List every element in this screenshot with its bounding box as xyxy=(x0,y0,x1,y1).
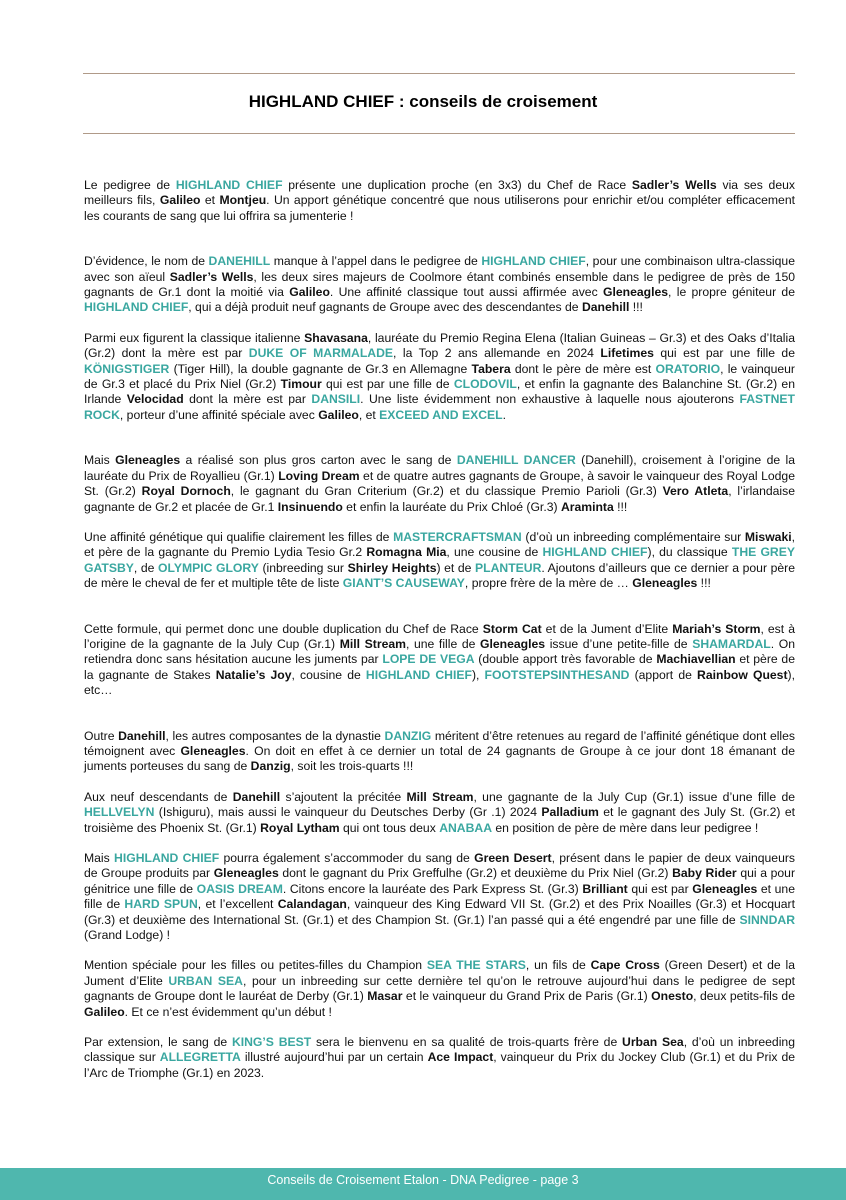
text-run: ) et de xyxy=(436,560,476,575)
text-run: (Ishiguru), mais aussi le vainqueur du Deutsches Derby (Gr .1) 2024 xyxy=(154,805,542,820)
horse-name-bold: Gleneagles xyxy=(115,453,181,468)
text-run: , deux petits-fils de xyxy=(693,989,795,1004)
paragraph xyxy=(84,1035,795,1081)
text-run: et le gagnant des July St. (Gr.2) et troisième des Phoenix St. (Gr.1) xyxy=(84,805,795,835)
horse-name-highlight: ANABAA xyxy=(439,820,493,835)
horse-name-bold: Gleneagles xyxy=(480,636,546,651)
horse-name-highlight: MASTERCRAFTSMAN xyxy=(393,529,522,544)
horse-name-bold: Green Desert xyxy=(474,851,552,865)
text-run: (Danehill), croisement à l’origine de la lauréate du Prix de Royallieu (Gr.1) xyxy=(84,453,795,483)
text-run: manque à l’appel dans le pedigree de xyxy=(270,254,482,269)
horse-name-bold: Montjeu xyxy=(219,193,267,208)
paragraph-spacer xyxy=(84,836,795,851)
horse-name-bold: Masar xyxy=(367,989,403,1004)
horse-name-bold: Mariah’s Storm xyxy=(672,621,761,636)
text-run: . xyxy=(502,407,507,422)
horse-name-bold: Baby Rider xyxy=(672,866,737,881)
horse-name-highlight: KÖNIGSTIGER xyxy=(84,361,170,376)
text-run: Aux neuf descendants de xyxy=(84,789,233,804)
text-run: et de quatre autres gagnants de Groupe, à savoir le vainqueur des Royal Lodge St. (Gr.2) xyxy=(84,468,795,499)
horse-name-bold: Insinuendo xyxy=(277,499,343,514)
text-run: et xyxy=(200,193,220,208)
text-run: , et enfin la gagnante des Balanchine St. (Gr.2) en Irlande xyxy=(84,377,795,407)
paragraph xyxy=(84,622,795,699)
text-run: ), etc… xyxy=(84,667,795,698)
horse-name-bold: Sadler’s Wells xyxy=(631,178,717,192)
horse-name-bold: Galileo xyxy=(318,407,359,422)
horse-name-bold: Timour xyxy=(280,377,322,392)
paragraph-spacer xyxy=(84,316,795,331)
text-run: , soit les trois-quarts !!! xyxy=(290,759,414,774)
text-run: et une fille de xyxy=(84,881,795,912)
text-run: , une cousine de xyxy=(446,545,543,560)
horse-name-bold: Lifetimes xyxy=(600,346,654,361)
horse-name-bold: Calandagan xyxy=(277,897,347,912)
horse-name-bold: Danzig xyxy=(250,759,291,774)
text-run: , la Top 2 ans allemande en 2024 xyxy=(393,346,601,361)
text-run: , propre frère de la mère de … xyxy=(464,576,633,591)
horse-name-bold: Miswaki xyxy=(744,529,792,544)
text-run: . Et ce n’est évidemment qu’un début ! xyxy=(124,1004,332,1019)
text-run: (d’où un inbreeding complémentaire sur xyxy=(521,529,745,544)
text-run: (double apport très favorable de xyxy=(474,652,657,667)
horse-name-highlight: DANZIG xyxy=(384,728,432,743)
text-run: et enfin la lauréate du Prix Chloé (Gr.3) xyxy=(342,499,561,514)
text-run: , et xyxy=(358,407,380,422)
paragraph-spacer xyxy=(84,699,795,729)
text-run: Outre xyxy=(84,728,119,743)
paragraph xyxy=(84,453,795,515)
text-run: , pour un inbreeding sur cette dernière tel qu’on le retrouve aujourd’hui dans le pedigree de sept gagnants de Groupe dont le lauréat de Derby (Gr.1) xyxy=(84,973,796,1004)
horse-name-bold: Shavasana xyxy=(304,330,368,345)
text-run: . Une liste évidemment non exhaustive à laquelle nous ajouterons xyxy=(360,392,740,407)
horse-name-highlight: ALLEGRETTA xyxy=(159,1050,241,1065)
paragraph xyxy=(84,530,795,592)
text-run: (Green Desert) et de la Jument d’Elite xyxy=(84,958,795,988)
text-run: s’ajoutent la précitée xyxy=(280,789,407,804)
text-run: . Un apport génétique concentré que nous utiliserons pour enrichir et/ou compléter efficacement les courants de sang que lui offrira sa jumenterie ! xyxy=(84,193,795,223)
paragraph-spacer xyxy=(84,423,795,453)
text-run: via ses deux meilleurs fils, xyxy=(84,178,795,208)
horse-name-bold: Rainbow Quest xyxy=(697,667,788,682)
text-run: , d’où un inbreeding classique sur xyxy=(84,1035,795,1065)
text-run: , un fils de xyxy=(525,958,591,973)
text-run: , les deux sires majeurs de Coolmore étant combinés ensemble dans le pedigree de près de 150 gagnants de Gr.1 dont la moitié via xyxy=(84,269,796,300)
text-run: , qui a déjà produit neuf gagnants de Groupe avec des descendantes de xyxy=(188,300,582,315)
text-run: (inbreeding sur xyxy=(258,560,348,575)
text-run: !!! xyxy=(629,300,643,315)
horse-name-highlight: SEA THE STARS xyxy=(426,958,526,973)
horse-name-bold: Mill Stream xyxy=(339,636,406,651)
text-run: , lauréate du Premio Regina Elena (Italian Guineas – Gr.3) et des Oaks d’Italia (Gr.2) dont la mère est par xyxy=(84,330,795,361)
horse-name-bold: Danehill xyxy=(232,789,281,804)
text-run: , vainqueur des King Edward VII St. (Gr.2) et des Prix Noailles (Gr.3) et Hocquart (Gr.3) et deuxième des International St. (Gr.1) et des Champion St. (Gr.1) l’an passé qui a été engendré par une fille de xyxy=(84,897,795,927)
text-run: , le propre géniteur de xyxy=(668,285,795,300)
horse-name-bold: Mill Stream xyxy=(406,789,474,804)
text-run: issue d’une petite-fille de xyxy=(545,636,693,651)
horse-name-highlight: SHAMARDAL xyxy=(692,636,771,651)
text-run: . On doit en effet à ce dernier un total de 24 gagnants de Groupe à ce jour dont 18 émanant de juments porteuses du sang de xyxy=(84,743,795,774)
horse-name-highlight: HIGHLAND CHIEF xyxy=(481,254,586,269)
horse-name-highlight: THE GREY GATSBY xyxy=(84,545,795,575)
horse-name-bold: Gleneagles xyxy=(180,743,246,758)
horse-name-highlight: OLYMPIC GLORY xyxy=(158,560,259,575)
text-run: Mais xyxy=(84,453,116,468)
horse-name-bold: Onesto xyxy=(651,989,694,1004)
horse-name-highlight: ORATORIO xyxy=(655,361,721,376)
horse-name-bold: Vero Atleta xyxy=(662,484,729,499)
horse-name-highlight: URBAN SEA xyxy=(168,973,243,988)
horse-name-bold: Velocidad xyxy=(126,392,184,407)
horse-name-bold: Galileo xyxy=(159,193,201,208)
text-run: méritent d’être retenues au regard de l’affinité génétique dont elles témoignent avec xyxy=(84,728,796,758)
horse-name-bold: Tabera xyxy=(471,361,511,376)
horse-name-highlight: FASTNET ROCK xyxy=(84,392,795,422)
text-run: , porteur d’une affinité spéciale avec xyxy=(119,407,319,422)
text-run: , est à l’origine de la gagnante de la July Cup (Gr.1) xyxy=(84,621,795,651)
horse-name-highlight: FOOTSTEPSINTHESAND xyxy=(484,667,630,682)
text-run: Par extension, le sang de xyxy=(84,1035,232,1050)
text-run: !!! xyxy=(613,499,628,514)
horse-name-highlight: EXCEED AND EXCEL xyxy=(379,407,503,422)
horse-name-highlight: HIGHLAND CHIEF xyxy=(175,178,283,192)
text-run: . On retiendra donc sans hésitation aucune les juments par xyxy=(84,636,796,667)
paragraph xyxy=(84,331,795,423)
text-run: Parmi eux figurent la classique italienne xyxy=(84,330,305,345)
text-run: , présent dans le papier de deux vainqueurs de Groupe produits par xyxy=(84,851,796,881)
paragraph-spacer xyxy=(84,224,795,254)
text-run: (Tiger Hill), la double gagnante de Gr.3 en Allemagne xyxy=(169,361,472,376)
horse-name-highlight: SINNDAR xyxy=(739,912,795,927)
text-run: dont le père de mère est xyxy=(510,361,656,376)
text-run: Le pedigree de xyxy=(84,178,176,192)
horse-name-highlight: HIGHLAND CHIEF xyxy=(114,851,220,865)
horse-name-bold: Royal Lytham xyxy=(260,820,340,835)
paragraph xyxy=(84,851,795,943)
horse-name-highlight: DANSILI xyxy=(311,392,361,407)
text-run: Cette formule, qui permet donc une double duplication du Chef de Race xyxy=(84,621,483,636)
text-run: , et père de la gagnante du Premio Lydia Tesio Gr.2 xyxy=(84,529,796,560)
horse-name-bold: Palladium xyxy=(541,805,599,820)
horse-name-bold: Gleneagles xyxy=(632,576,698,591)
paragraph-spacer xyxy=(84,775,795,790)
horse-name-bold: Shirley Heights xyxy=(347,560,437,575)
paragraph-spacer xyxy=(84,943,795,958)
text-run: , le vainqueur de Gr.3 et placé du Prix Niel (Gr.2) xyxy=(84,361,795,392)
horse-name-bold: Natalie’s Joy xyxy=(215,667,292,682)
paragraph xyxy=(84,958,795,1020)
horse-name-bold: Galileo xyxy=(84,1004,125,1019)
paragraph xyxy=(84,729,795,775)
text-run: , pour une combinaison ultra-classique avec son aïeul xyxy=(84,254,795,284)
text-run: sera le bienvenu en sa qualité de trois-quarts frère de xyxy=(311,1035,623,1050)
text-run: . Une affinité classique tout aussi affirmée avec xyxy=(329,285,603,300)
text-run: qui a pour génitrice une fille de xyxy=(84,866,796,896)
horse-name-bold: Gleneagles xyxy=(213,866,279,881)
text-run: et de la Jument d’Elite xyxy=(541,621,673,636)
text-run: , vainqueur du Prix du Jockey Club (Gr.1) et du Prix de l’Arc de Triomphe (Gr.1) en 2023. xyxy=(84,1050,796,1080)
horse-name-highlight: HELLVELYN xyxy=(84,805,155,820)
text-run: !!! xyxy=(697,576,711,591)
text-run: , l’irlandaise gagnante de Gr.2 et placée de Gr.1 xyxy=(84,484,795,514)
text-run: ), xyxy=(471,667,485,682)
text-run: (apport de xyxy=(629,667,698,682)
text-run: en position de père de mère dans leur pedigree ! xyxy=(492,820,759,835)
text-run: (Grand Lodge) ! xyxy=(84,928,171,943)
horse-name-bold: Galileo xyxy=(289,285,330,300)
horse-name-highlight: OASIS DREAM xyxy=(196,881,283,896)
paragraph xyxy=(84,790,795,836)
horse-name-bold: Ace Impact xyxy=(427,1050,494,1065)
horse-name-bold: Sadler’s Wells xyxy=(169,269,254,284)
horse-name-bold: Danehill xyxy=(581,300,630,315)
horse-name-bold: Royal Dornoch xyxy=(141,484,231,499)
horse-name-highlight: HIGHLAND CHIEF xyxy=(365,667,472,682)
text-run: D’évidence, le nom de xyxy=(84,254,209,269)
text-run: qui est par une fille de xyxy=(653,346,795,361)
horse-name-highlight: LOPE DE VEGA xyxy=(382,652,475,667)
top-rule xyxy=(83,73,795,74)
horse-name-highlight: CLODOVIL xyxy=(453,377,517,392)
horse-name-bold: Brilliant xyxy=(582,881,628,896)
text-run: qui ont tous deux xyxy=(339,820,440,835)
paragraph-spacer xyxy=(84,592,795,622)
text-run: dont la mère est par xyxy=(183,392,312,407)
horse-name-bold: Urban Sea xyxy=(622,1035,684,1050)
text-run: Mention spéciale pour les filles ou petites-filles du Champion xyxy=(84,958,427,973)
text-run: , et l’excellent xyxy=(197,897,278,912)
text-run: Mais xyxy=(84,851,115,865)
horse-name-highlight: HIGHLAND CHIEF xyxy=(84,300,189,315)
text-run: , de xyxy=(133,560,159,575)
horse-name-bold: Loving Dream xyxy=(278,468,360,483)
text-run: , les autres composantes de la dynastie xyxy=(165,728,385,743)
horse-name-bold: Machiavellian xyxy=(656,652,736,667)
text-run: et père de la gagnante de Stakes xyxy=(84,652,795,682)
horse-name-bold: Gleneagles xyxy=(692,881,758,896)
text-run: , cousine de xyxy=(291,667,366,682)
text-run: qui est par une fille de xyxy=(321,377,454,392)
horse-name-highlight: DANEHILL DANCER xyxy=(456,453,576,468)
paragraph-spacer xyxy=(84,1020,795,1035)
horse-name-highlight: GIANT’S CAUSEWAY xyxy=(342,576,465,591)
text-run: dont le gagnant du Prix Greffulhe (Gr.2) et deuxième du Prix Niel (Gr.2) xyxy=(278,866,673,881)
text-run: , une gagnante de la July Cup (Gr.1) issue d’une fille de xyxy=(473,789,796,804)
text-run: , une fille de xyxy=(405,636,481,651)
text-run: et le vainqueur du Grand Prix de Paris (Gr.1) xyxy=(402,989,652,1004)
text-run: qui est par xyxy=(627,881,693,896)
page-footer: Conseils de Croisement Etalon - DNA Pedigree - page 3 xyxy=(0,1168,846,1200)
horse-name-bold: Cape Cross xyxy=(590,958,660,973)
article-body xyxy=(84,178,795,1081)
page-title: HIGHLAND CHIEF : conseils de croisement xyxy=(248,92,598,111)
text-run: pourra également s’accommoder du sang de xyxy=(219,851,475,865)
horse-name-highlight: HIGHLAND CHIEF xyxy=(542,545,648,560)
text-run: présente une duplication proche (en 3x3) du Chef de Race xyxy=(282,178,632,192)
paragraph xyxy=(84,254,795,316)
horse-name-highlight: PLANTEUR xyxy=(475,560,542,575)
title-rule xyxy=(83,133,795,134)
horse-name-bold: Romagna Mia xyxy=(366,545,447,560)
text-run: , le gagnant du Gran Criterium (Gr.2) et du classique Premio Parioli (Gr.3) xyxy=(230,484,663,499)
text-run: a réalisé son plus gros carton avec le sang de xyxy=(180,453,457,468)
horse-name-highlight: KING’S BEST xyxy=(231,1035,312,1050)
horse-name-bold: Araminta xyxy=(560,499,614,514)
horse-name-highlight: DUKE OF MARMALADE xyxy=(248,346,394,361)
horse-name-bold: Storm Cat xyxy=(482,621,542,636)
horse-name-highlight: DANEHILL xyxy=(208,254,271,269)
paragraph-spacer xyxy=(84,515,795,530)
horse-name-bold: Gleneagles xyxy=(602,285,669,300)
text-run: illustré aujourd’hui par un certain xyxy=(240,1050,428,1065)
text-run: Une affinité génétique qui qualifie clairement les filles de xyxy=(84,529,394,544)
text-run: . Ajoutons d’ailleurs que ce dernier a pour père de mère le cheval de fer et multiple tête de liste xyxy=(84,560,795,591)
text-run: . Citons encore la lauréate des Park Express St. (Gr.3) xyxy=(282,881,583,896)
text-run: ), du classique xyxy=(647,545,732,560)
horse-name-highlight: HARD SPUN xyxy=(124,897,198,912)
paragraph xyxy=(84,178,795,224)
horse-name-bold: Danehill xyxy=(118,728,166,743)
